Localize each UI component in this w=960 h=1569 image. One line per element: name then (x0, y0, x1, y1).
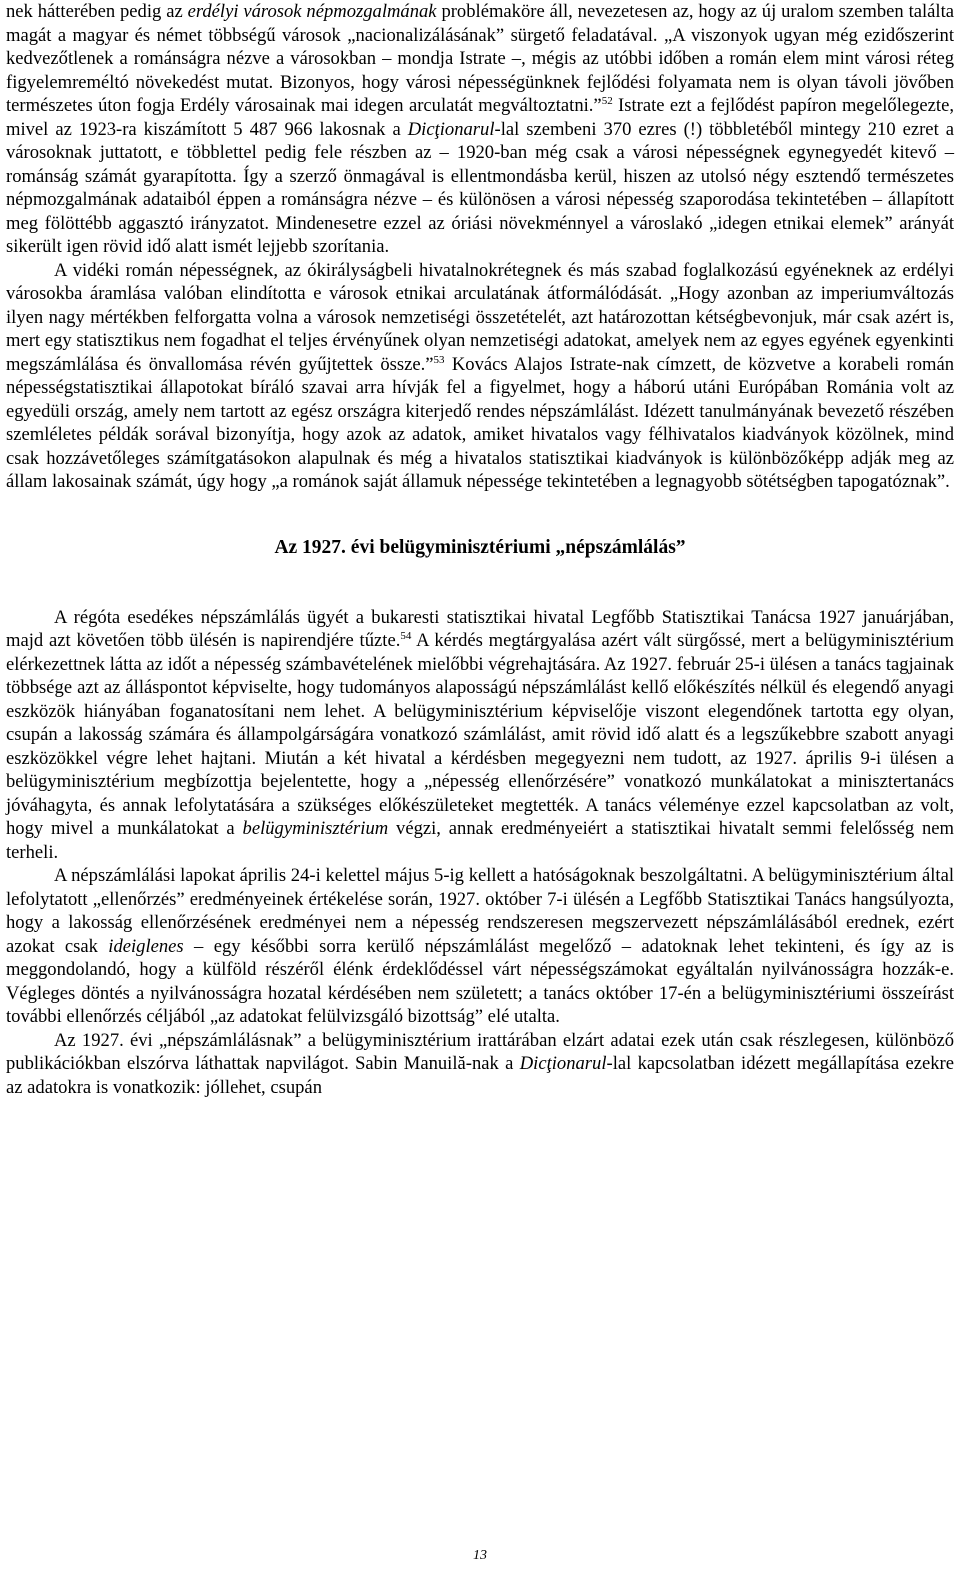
text-run: – egy későbbi sorra kerülő népszámlálást megelőző – adatoknak lehet tekinteni, és így az is meggondolandó, hogy a külföld részéről élénk érdeklődéssel várt népességszámokat egyáltalán nyilvánosságra hozzák-e. Végleges döntés a nyilvánosságra hozatal kérdésében nem született; a tanács október 17-én a belügyminisztériumi összeírást további ellenőrzés céljából „az adatokat felülvizsgáló bizottság” elé utalta. (6, 935, 954, 1027)
text-run: A népszámlálási lapokat április 24-i kelettel május 5-ig kellett a hatóságoknak beszolgáltatni. A belügyminisztérium által lefolytatott „ellenőrzés” eredményeinek értékelése során, 1927. október 7-i ülésén a Legfőbb Statisztikai Tanács hangsúlyozta, hogy a lakosság ellenőrzésének eredményei nem a népesség rendszeresen megszervezett népszámlálásából erednek, ezért azokat csak (6, 865, 954, 957)
footnote-reference: 52 (601, 95, 613, 107)
paragraph (6, 1029, 954, 1100)
text-run: nek hátterében pedig az (6, 1, 188, 22)
text-run: Istrate ezt a fejlődést papíron megelőlegezte, mivel az 1923-ra kiszámított 5 487 966 lakosnak a (6, 95, 954, 140)
italic-text: erdélyi városok népmozgalmának (187, 1, 437, 22)
footnote-reference: 53 (433, 353, 445, 366)
paragraph (6, 0, 954, 259)
italic-text: belügyminisztérium (242, 818, 389, 839)
section-heading: Az 1927. évi belügyminisztériumi „népszámlálás” (274, 536, 686, 558)
italic-text: Dicţionarul (519, 1053, 607, 1074)
text-run: A vidéki román népességnek, az ókirályságbeli hivatalnokrétegnek és más szabad foglalkozású egyéneknek az erdélyi városokba áramlása valóban elindította e városok etnikai arculatának átformálódását. „Hogy azonban az imperiumváltozás ilyen nagy mértékben felforgatta volna a városok nemzetiségi összetételét, azt határozottan kétségbevonjuk, már csak azért is, mert egy statisztikus nem fogadhat el teljes érvényűnek olyan nemzetiségi adatokat, amelyek nem az egyes egyének egyenkinti megszámlálása és önvallomása révén gyűjtettek össze.” (6, 259, 954, 375)
footnote-reference: 54 (400, 630, 412, 642)
paragraph (6, 606, 954, 865)
paragraph (6, 864, 954, 1029)
text-run: A régóta esedékes népszámlálás ügyét a bukaresti statisztikai hivatal Legfőbb Statisztikai Tanácsa 1927 januárjában, majd azt követően több ülésén is napirendjére tűzte. (6, 606, 954, 651)
text-run: problémaköre áll, nevezetesen az, hogy az új uralom szemben találta magát a magyar és német többségű városok „nacionalizálásának” sürgető feladatával. „A viszonyok ugyan még ezidőszerint kedvezőtlenek a románságra nézve a városokban – mondja Istrate –, mégis az utóbbi időben a román elem mint városi réteg figyelemreméltó növekedést mutat. Bizonyos, hogy városi népességünknek fejlődési folyamata nem is olyan távoli jövőben természetes úton fogja Erdély városainak mai idegen arculatát megváltoztatni.” (6, 1, 955, 116)
text-run: A kérdés megtárgyalása azért vált sürgőssé, mert a belügyminisztérium elérkezettnek látta az időt a népesség számbavételének mielőbbi végrehajtására. Az 1927. február 25-i ülésen a tanács tagjainak többsége azt az álláspontot képviselte, hogy tudományos alaposságú népszámlálást kellő előkészítés nélkül és elegendő anyagi eszközök hiányában foganatosítani nem lehet. A belügyminisztérium képviselője viszont elegendőnek tartotta egy olyan, csupán a lakosság számára és állampolgárságára vonatkozó számlálást, amit rövid idő alatt és a legszűkebbre szabott anyagi eszközökkel végre lehet hajtani. Miután a két hivatal a kérdésben megegyezni nem tudott, az 1927. április 9-i ülésen a belügyminisztérium megbízottja bejelentette, hogy a „népesség ellenőrzésére” vonatkozó munkálatokat a minisztertanács jóváhagyta, és annak lefolytatására a szükséges előkészületeket megtették. A tanács véleménye ezzel kapcsolatban az volt, hogy mivel a munkálatokat a (6, 630, 954, 839)
paragraph (6, 259, 954, 494)
italic-text: Dicţionarul (407, 118, 495, 140)
text-run: végzi, annak eredményeiért a statisztikai hivatalt semmi felelősség nem terheli. (6, 818, 954, 863)
section-heading-wrap (6, 536, 954, 560)
body-text-top (6, 0, 954, 494)
text-run: Az 1927. évi „népszámlálásnak” a belügyminisztérium irattárában elzárt adatai ezek után csak részlegesen, különböző publikációkban elszórva láthattak napvilágot. Sabin Manuilă-nak a (6, 1029, 954, 1074)
document-page (6, 0, 954, 1099)
text-run: Kovács Alajos Istrate-nak címzett, de közvetve a korabeli román népességstatisztikai állapotokat bíráló szavai arra hívják fel a figyelmet, hogy a háború utáni Európában Románia volt az egyedüli ország, amely nem tartott az egész országra kiterjedő rendes népszámlálást. Idézett tanulmányának bevezető részében szemléletes példák sorával bizonyítja, hogy azok az adatok, amiket hivatalos vagy félhivatalos kiadványok közölnek, mind csak hozzávetőleges számítgatásokon alapulnak és még a hivatalos statisztikai kiadványok is különbözőképp adják meg az állam lakosainak számát, úgy hogy „a románok saját államuk népessége tekintetében a legnagyobb sötétségben tapogatóznak”. (6, 353, 954, 492)
body-text-bottom (6, 606, 954, 1100)
text-run: -lal szembeni 370 ezres (!) többletéből mintegy 210 ezret a városoknak juttatott, e többlettel pedig fele részben az – 1920-ban még csak a városi népességnek egynegyedét kitevő – románság számát gyarapította. Így a szerző önmagával is ellentmondásba kerül, hiszen az utolsó négy esztendő természetes népmozgalmának adataiból éppen a románságra nézve – és különösen a városi népesség szaporodása tekintetében – állapított meg fölöttébb aggasztó irányzatot. Mindenesetre ezzel az óriási növekménnyel a városlakó „idegen etnikai elemek” arányát sikerült igen rövid idő alatt ismét lejjebb szorítania. (6, 118, 954, 257)
text-run: -lal kapcsolatban idézett megállapítása ezekre az adatokra is vonatkozik: jóllehet, csupán (6, 1053, 954, 1098)
italic-text: ideiglenes (108, 935, 184, 957)
page-number: 13 (473, 1548, 487, 1563)
